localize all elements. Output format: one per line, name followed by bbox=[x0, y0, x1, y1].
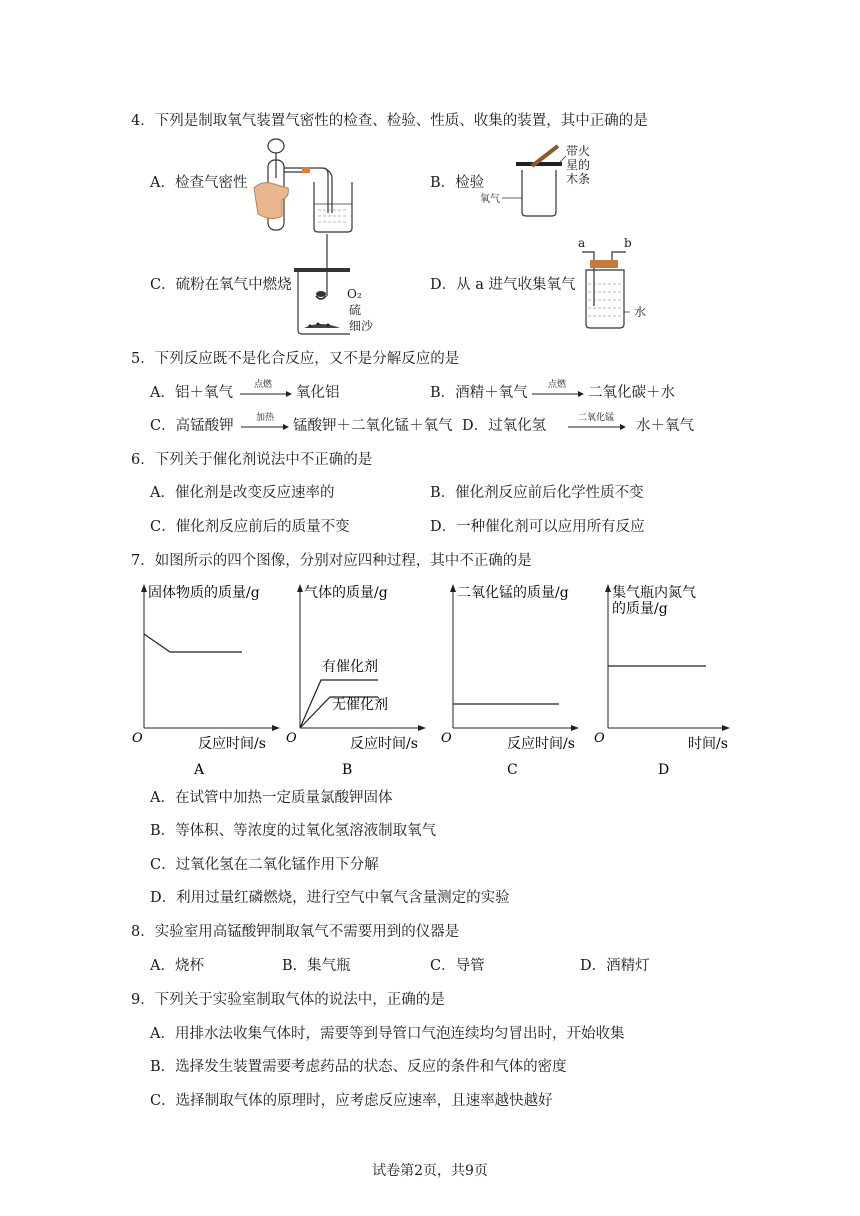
o2-label: O₂ bbox=[347, 287, 362, 301]
q5-c-condition: 加热 bbox=[256, 413, 275, 423]
inlet-a-label: a bbox=[578, 236, 586, 250]
q9-option-a: A．用排水法收集气体时，需要等到导管口气泡连续均匀冒出时，开始收集 bbox=[150, 1026, 625, 1042]
q7-option-b: B．等体积、等浓度的过氧化氢溶液制取氧气 bbox=[150, 823, 437, 839]
q8-option-d: D．酒精灯 bbox=[580, 958, 650, 974]
q5-a-arrow bbox=[240, 390, 294, 398]
q7-stem: 7．如图所示的四个图像，分别对应四种过程，其中不正确的是 bbox=[131, 553, 532, 569]
q5-d-arrow bbox=[568, 423, 628, 431]
q5-a-reactants: A．铝＋氧气 bbox=[150, 385, 233, 401]
q5-b-condition: 点燃 bbox=[548, 380, 567, 390]
q5-c-arrow bbox=[241, 423, 291, 431]
q5-c-reactants: C．高锰酸钾 bbox=[150, 418, 234, 434]
q7-option-c: C．过氧化氢在二氧化锰作用下分解 bbox=[150, 857, 379, 873]
q9-stem: 9．下列关于实验室制取气体的说法中，正确的是 bbox=[131, 992, 445, 1008]
chart-d-origin: O bbox=[594, 731, 605, 746]
q6-stem: 6．下列关于催化剂说法中不正确的是 bbox=[131, 452, 373, 468]
gas-collection-bottle-figure bbox=[578, 240, 630, 330]
chart-d bbox=[592, 578, 742, 778]
chart-b-series-catalyst: 有催化剂 bbox=[322, 659, 378, 675]
oxygen-label: 氧气 bbox=[480, 194, 500, 205]
chart-b-series-no-catalyst: 无催化剂 bbox=[332, 697, 388, 713]
chart-b-caption: B bbox=[342, 762, 353, 778]
chart-d-ylabel-1: 集气瓶内氮气 bbox=[612, 585, 696, 601]
q5-a-condition: 点燃 bbox=[254, 380, 273, 390]
chart-c bbox=[437, 578, 587, 778]
q8-option-a: A．烧杯 bbox=[150, 958, 204, 974]
q9-option-b: B．选择发生装置需要考虑药品的状态、反应的条件和气体的密度 bbox=[150, 1059, 567, 1075]
q5-b-reactants: B．酒精＋氧气 bbox=[430, 385, 528, 401]
q4-option-a: A．检查气密性 bbox=[150, 175, 248, 191]
q6-option-a: A．催化剂是改变反应速率的 bbox=[150, 485, 335, 501]
q5-a-product: 氧化铝 bbox=[296, 385, 340, 401]
q5-d-condition: 二氧化锰 bbox=[578, 413, 615, 423]
q5-b-arrow bbox=[532, 390, 586, 398]
chart-a-caption: A bbox=[194, 762, 205, 778]
q8-option-c: C．导管 bbox=[430, 958, 485, 974]
q4-option-b: B．检验 bbox=[430, 175, 485, 191]
q4-stem: 4．下列是制取氧气装置气密性的检查、检验、性质、收集的装置，其中正确的是 bbox=[131, 113, 648, 129]
chart-a-line bbox=[144, 634, 242, 652]
q5-stem: 5．下列反应既不是化合反应，又不是分解反应的是 bbox=[131, 351, 460, 367]
q4-option-c: C．硫粉在氧气中燃烧 bbox=[150, 277, 292, 293]
q5-c-product: 锰酸钾＋二氧化锰＋氧气 bbox=[293, 418, 453, 434]
q5-b-product: 二氧化碳＋水 bbox=[588, 385, 675, 401]
q8-option-b: B．集气瓶 bbox=[282, 958, 351, 974]
splint-label-3: 木条 bbox=[566, 172, 591, 186]
chart-a-ylabel: 固体物质的质量/g bbox=[148, 585, 260, 601]
chart-d-ylabel-2: 的质量/g bbox=[612, 601, 668, 617]
chart-b-origin: O bbox=[286, 731, 297, 746]
q6-option-b: B．催化剂反应前后化学性质不变 bbox=[430, 485, 644, 501]
chart-c-caption: C bbox=[507, 762, 518, 778]
chart-c-xlabel: 反应时间/s bbox=[507, 736, 575, 752]
sulfur-label: 硫 bbox=[349, 303, 362, 317]
chart-b bbox=[284, 578, 434, 778]
chart-d-caption: D bbox=[658, 762, 670, 778]
q4-option-d: D．从 a 进气收集氧气 bbox=[430, 277, 576, 293]
q7-option-d: D．利用过量红磷燃烧，进行空气中氧气含量测定的实验 bbox=[150, 890, 510, 906]
splint-label-1: 带火 bbox=[566, 144, 591, 158]
q7-option-a: A．在试管中加热一定质量氯酸钾固体 bbox=[150, 790, 393, 806]
chart-d-xlabel: 时间/s bbox=[688, 736, 728, 752]
chart-b-ylabel: 气体的质量/g bbox=[304, 585, 388, 601]
chart-c-ylabel: 二氧化锰的质量/g bbox=[457, 585, 569, 601]
q9-option-c: C．选择制取气体的原理时，应考虑反应速率，且速率越快越好 bbox=[150, 1093, 553, 1109]
q5-d-product: 水＋氧气 bbox=[636, 418, 694, 434]
page-footer: 试卷第2页，共9页 bbox=[372, 1163, 488, 1179]
q5-d-reactants: D．过氧化氢 bbox=[462, 418, 547, 434]
chart-b-xlabel: 反应时间/s bbox=[350, 736, 418, 752]
airtightness-check-figure bbox=[252, 138, 356, 234]
chart-a bbox=[128, 578, 288, 778]
q6-option-d: D．一种催化剂可以应用所有反应 bbox=[430, 519, 645, 535]
sulfur-combustion-figure bbox=[290, 230, 350, 336]
water-label: 水 bbox=[634, 305, 647, 319]
chart-a-xlabel: 反应时间/s bbox=[198, 736, 266, 752]
chart-a-origin: O bbox=[132, 731, 143, 746]
inlet-b-label: b bbox=[624, 236, 632, 250]
sand-label: 细沙 bbox=[349, 319, 374, 333]
q8-stem: 8．实验室用高锰酸钾制取氧气不需要用到的仪器是 bbox=[131, 924, 460, 940]
splint-label-2: 星的 bbox=[566, 158, 591, 172]
chart-c-origin: O bbox=[441, 731, 452, 746]
q6-option-c: C．催化剂反应前后的质量不变 bbox=[150, 519, 350, 535]
